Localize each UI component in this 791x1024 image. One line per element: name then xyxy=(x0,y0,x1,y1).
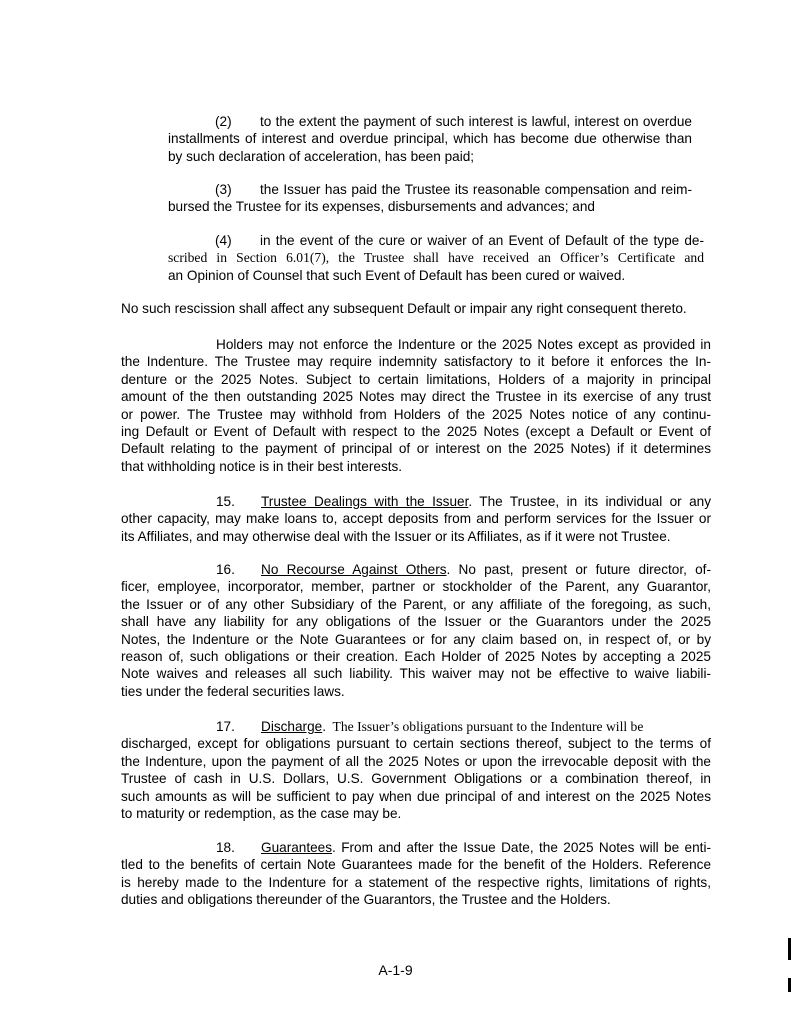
text-line: Notes, the Indenture or the Note Guarantees or for any claim based on, in respect of, or by xyxy=(121,631,711,647)
text-line: installments of interest and overdue principal, which has become due otherwise than xyxy=(168,131,692,147)
text-line: Trustee of cash in U.S. Dollars, U.S. Government Obligations or a combination thereof, in xyxy=(121,771,711,787)
text-line: an Opinion of Counsel that such Event of Default has been cured or waived. xyxy=(168,267,626,283)
item-text: to the extent the payment of such interest is lawful, interest on overdue xyxy=(260,114,692,129)
section-18 xyxy=(121,839,711,909)
text-line: the Issuer or of any other Subsidiary of the Parent, or any affiliate of the foregoing, as such, xyxy=(121,596,711,612)
text-line: that withholding notice is in their best interests. xyxy=(121,458,403,474)
text-line: ties under the federal securities laws. xyxy=(121,683,345,699)
item-number: (3) xyxy=(215,182,232,197)
text-line: Default relating to the payment of principal of or interest on the 2025 Notes) if it determines xyxy=(121,441,711,457)
text-line: to maturity or redemption, as the case may be. xyxy=(121,806,402,822)
section-15 xyxy=(121,493,711,545)
item-3 xyxy=(168,181,692,216)
text-line: Holders may not enforce the Indenture or the 2025 Notes except as provided in xyxy=(216,337,711,352)
section-text: . xyxy=(322,719,326,734)
text-line: or power. The Trustee may withhold from Holders of the 2025 Notes notice of any continu- xyxy=(121,406,711,422)
text-line: bursed the Trustee for its expenses, disbursements and advances; and xyxy=(168,199,595,215)
text-line: scribed in Section 6.01(7), the Trustee shall have received an Officer’s Certificate and xyxy=(168,250,704,266)
section-heading: Trustee Dealings with the Issuer xyxy=(261,494,469,509)
item-4 xyxy=(168,232,704,284)
text-line: such amounts as will be sufficient to pay when due principal of and interest on the 2025 Notes xyxy=(121,788,711,804)
text-line: the Indenture. The Trustee may require indemnity satisfactory to it before it enforces the In- xyxy=(121,354,711,370)
text-line: ing Default or Event of Default with respect to the 2025 Notes (except a Default or Event of xyxy=(121,424,711,440)
text-line: other capacity, may make loans to, accept deposits from and perform services for the Issuer or xyxy=(121,511,711,527)
text-line: duties and obligations thereunder of the Guarantors, the Trustee and the Holders. xyxy=(121,892,611,908)
text-line: reason of, such obligations or their creation. Each Holder of 2025 Notes by accepting a 2025 xyxy=(121,649,711,665)
section-17 xyxy=(121,718,711,822)
text-line: No such rescission shall affect any subsequent Default or impair any right consequent thereto. xyxy=(121,301,687,316)
text-line: is hereby made to the Indenture for a statement of the respective rights, limitations of rights, xyxy=(121,874,711,890)
item-number: (4) xyxy=(215,233,232,248)
section-text-serif: The Issuer’s obligations pursuant to the Indenture will be xyxy=(325,719,644,734)
item-2 xyxy=(168,113,692,165)
section-16 xyxy=(121,561,711,700)
text-line: discharged, except for obligations pursuant to certain sections thereof, subject to the terms of xyxy=(121,736,711,752)
item-number: (2) xyxy=(215,114,232,129)
text-line: amount of the then outstanding 2025 Notes may direct the Trustee in its exercise of any trust xyxy=(121,389,711,405)
item-text: in the event of the cure or waiver of an Event of Default of the type de- xyxy=(260,233,704,248)
text-line: by such declaration of acceleration, has been paid; xyxy=(168,148,475,164)
text-line: Note waives and releases all such liability. This waiver may not be effective to waive liabili- xyxy=(121,666,711,682)
text-line: tled to the benefits of certain Note Guarantees made for the benefit of the Holders. Reference xyxy=(121,857,711,873)
section-number: 18. xyxy=(216,840,235,855)
section-number: 17. xyxy=(216,719,235,734)
section-heading: No Recourse Against Others xyxy=(261,562,447,577)
section-heading: Guarantees xyxy=(261,840,333,855)
section-text: . From and after the Issue Date, the 2025 Notes will be enti- xyxy=(332,840,711,855)
text-line: its Affiliates, and may otherwise deal with the Issuer or its Affiliates, as if it were not Trustee. xyxy=(121,528,671,544)
text-line: the Indenture, upon the payment of all the 2025 Notes or upon the irrevocable deposit with the xyxy=(121,753,711,769)
section-number: 16. xyxy=(216,562,235,577)
text-line: shall have any liability for any obligations of the Issuer or the Guarantors under the 2025 xyxy=(121,614,711,630)
section-number: 15. xyxy=(216,494,235,509)
section-text: . The Trustee, in its individual or any xyxy=(468,494,711,509)
holders-paragraph xyxy=(121,336,711,475)
item-text: the Issuer has paid the Trustee its reasonable compensation and reim- xyxy=(260,182,692,197)
section-text: . No past, present or future director, of- xyxy=(446,562,711,577)
text-line: denture or the 2025 Notes. Subject to certain limitations, Holders of a majority in principal xyxy=(121,371,711,387)
section-heading: Discharge xyxy=(261,719,323,734)
page-number: A-1-9 xyxy=(378,962,413,978)
text-line: ficer, employee, incorporator, member, partner or stockholder of the Parent, any Guarantor, xyxy=(121,579,711,595)
rescission-paragraph xyxy=(121,300,711,317)
